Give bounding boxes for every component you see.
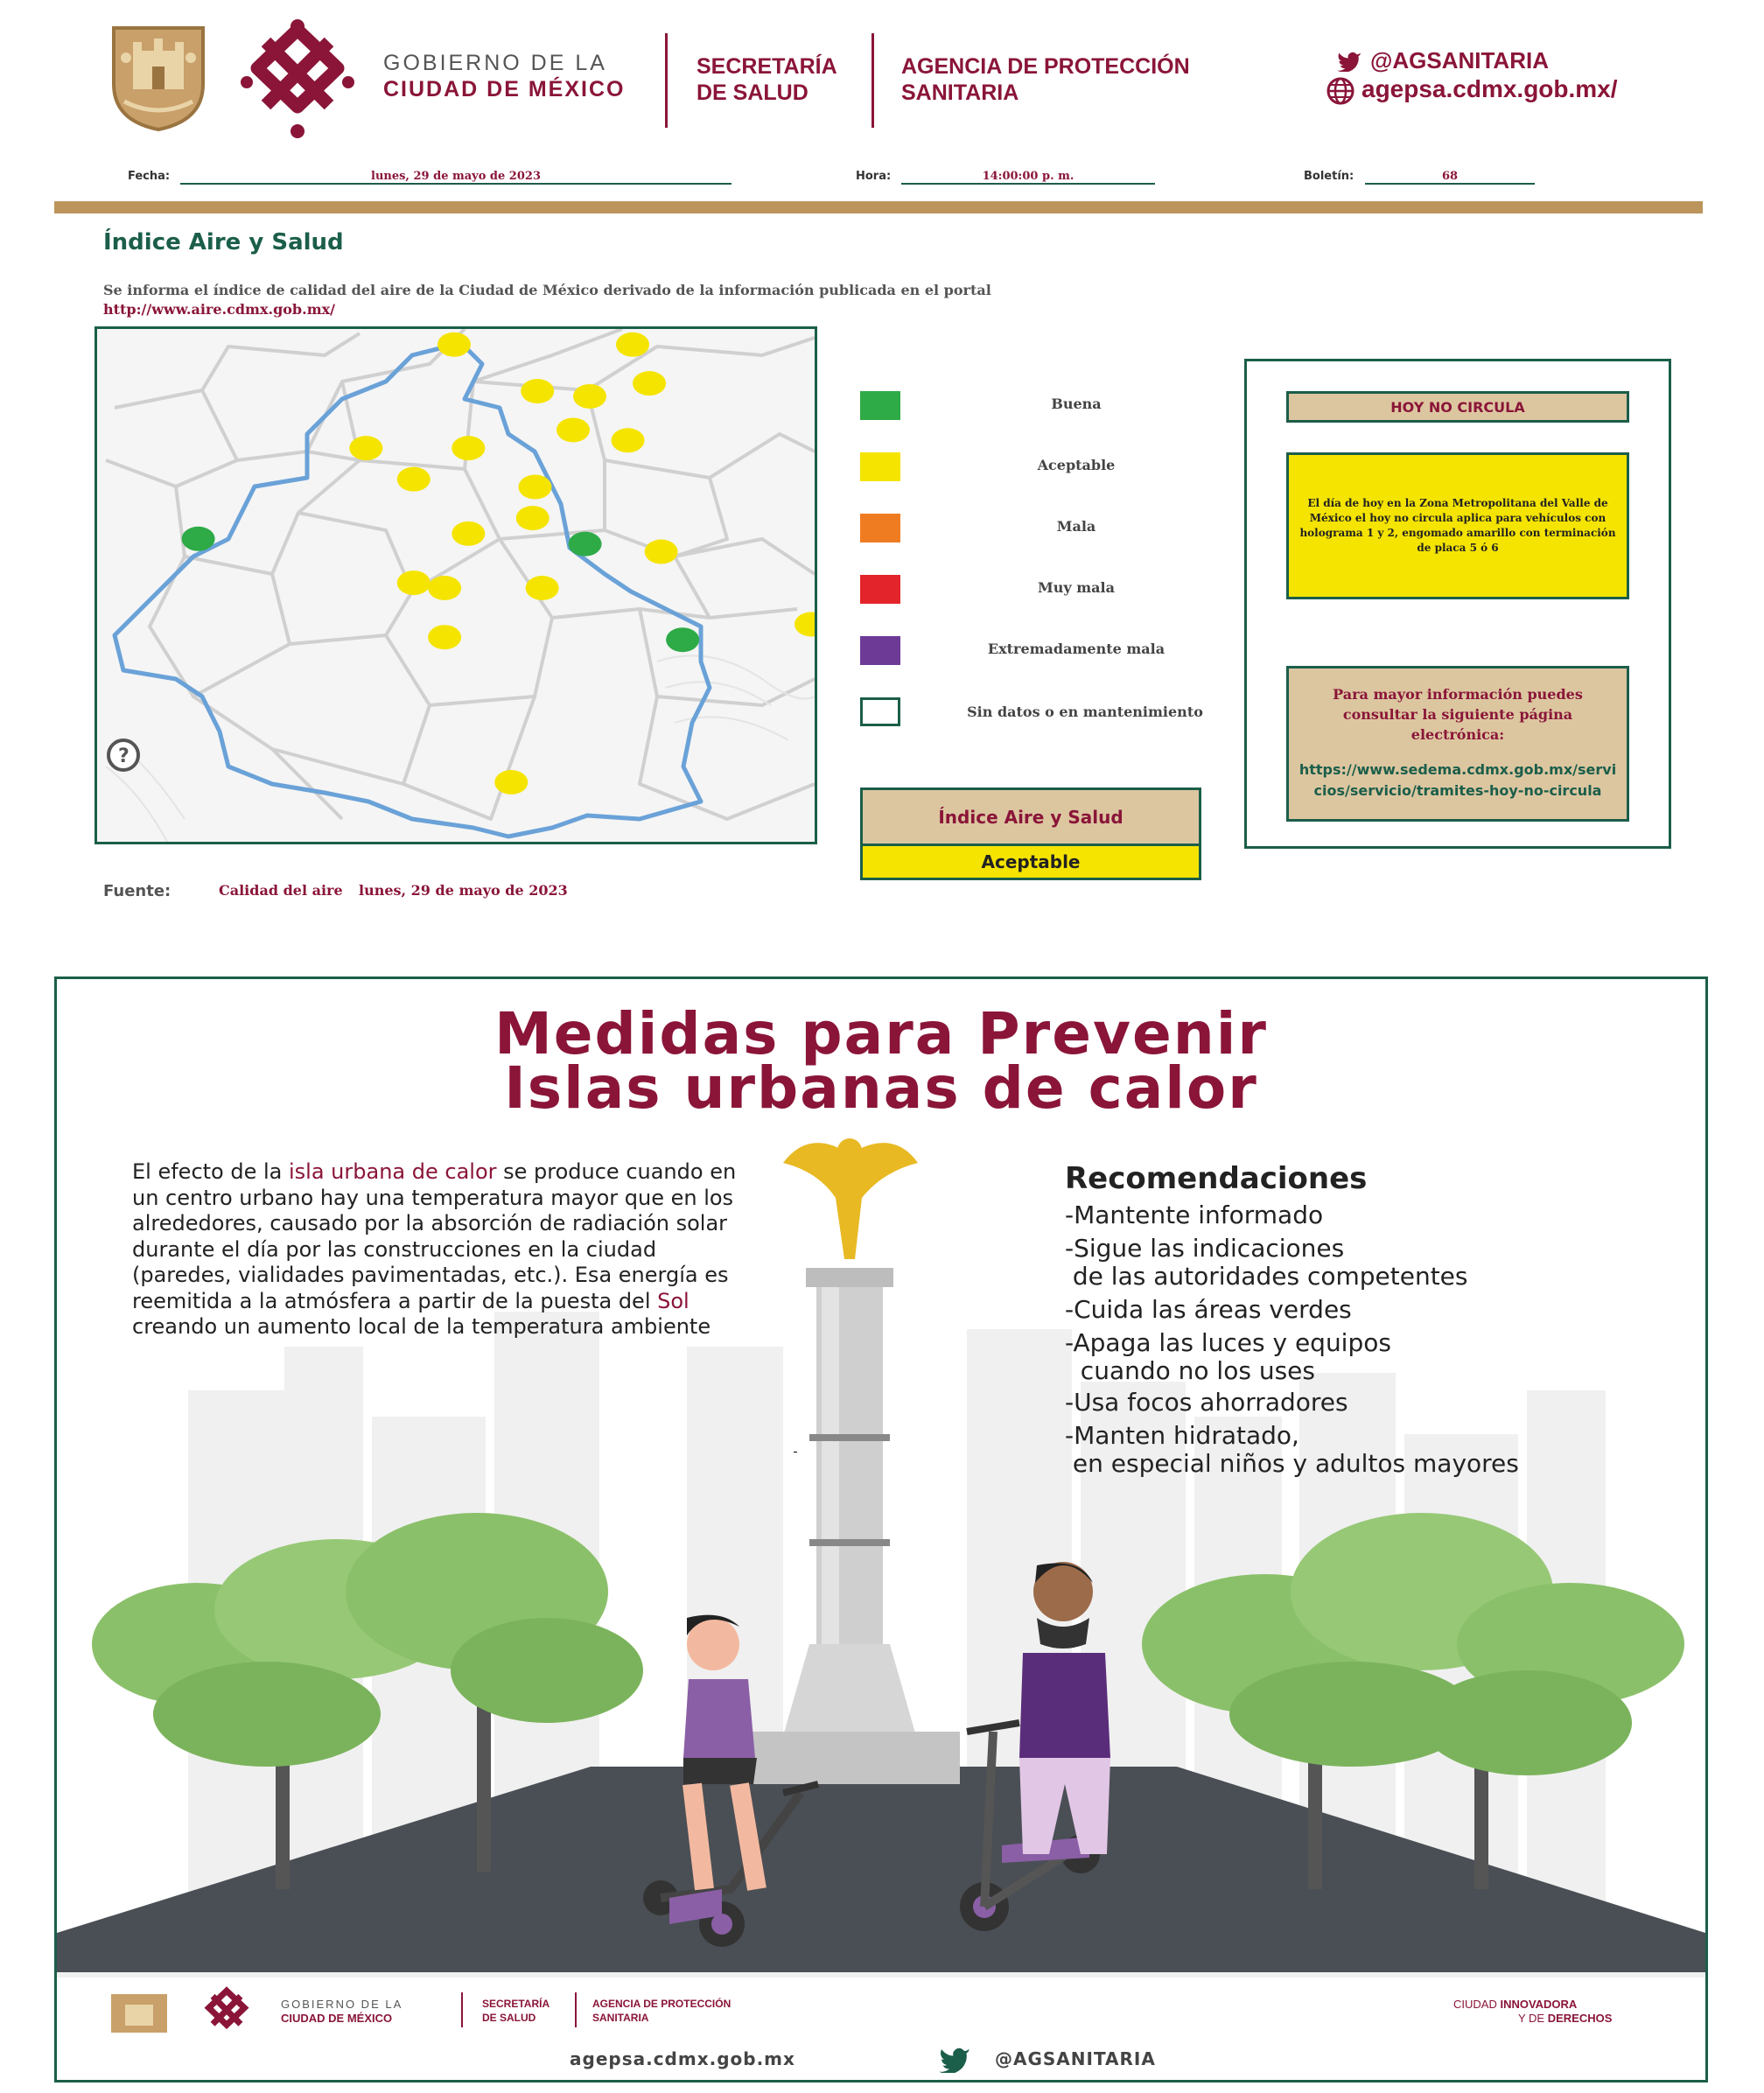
footer-web[interactable]: agepsa.cdmx.gob.mx bbox=[570, 2048, 795, 2069]
footer-gov2: CIUDAD DE MÉXICO bbox=[281, 2012, 393, 2025]
poster-title-line1: Medidas para Prevenir bbox=[494, 1000, 1268, 1068]
footer-coat-of-arms-icon bbox=[108, 1991, 171, 2036]
footer-twitter[interactable]: @AGSANITARIA bbox=[995, 2048, 1156, 2069]
header-website[interactable]: agepsa.cdmx.gob.mx/ bbox=[1362, 75, 1618, 102]
footer-divider bbox=[461, 1992, 463, 2027]
rec-title: Recomendaciones bbox=[1065, 1161, 1368, 1196]
poster-illustration bbox=[57, 979, 1705, 2080]
rec-item: -Mantente informado bbox=[1065, 1200, 1324, 1229]
footer-slogan-b2: DERECHOS bbox=[1547, 2012, 1613, 2025]
station-marker[interactable] bbox=[397, 570, 430, 595]
rec-item: -Sigue las indicaciones de las autoridades competentes bbox=[1065, 1234, 1468, 1291]
twitter-icon bbox=[1337, 51, 1362, 72]
station-marker[interactable] bbox=[428, 625, 461, 649]
footer-slogan-mid: Y DE bbox=[1518, 2012, 1548, 2025]
poster-body-highlight: isla urbana de calor bbox=[289, 1159, 497, 1184]
station-marker[interactable] bbox=[526, 576, 559, 600]
gov-line1: GOBIERNO DE LA bbox=[383, 51, 607, 75]
footer-divider bbox=[575, 1992, 577, 2027]
station-marker[interactable] bbox=[616, 332, 649, 357]
station-marker[interactable] bbox=[521, 379, 554, 403]
station-marker[interactable] bbox=[518, 475, 551, 500]
fecha-value: lunes, 29 de mayo de 2023 bbox=[180, 170, 732, 185]
footer-slogan-pre: CIUDAD bbox=[1453, 1998, 1501, 2011]
hnc-info-link[interactable]: https://www.sedema.cdmx.gob.mx/servicios/servicio/tramites-hoy-no-circula bbox=[1298, 761, 1617, 799]
legend-label-aceptable: Aceptable bbox=[1037, 457, 1116, 473]
air-quality-map[interactable] bbox=[94, 326, 817, 844]
boletin-label: Boletín: bbox=[1304, 170, 1354, 183]
legend-swatch-mala bbox=[860, 514, 900, 542]
section-title: Índice Aire y Salud bbox=[103, 229, 344, 256]
gold-divider bbox=[54, 201, 1703, 214]
agency-line2: SANITARIA bbox=[901, 80, 1019, 105]
agency-line1: AGENCIA DE PROTECCIÓN bbox=[901, 54, 1190, 79]
footer-slogan2 bbox=[1518, 2012, 1612, 2025]
map-help-symbol: ? bbox=[118, 746, 130, 767]
footer-slogan-b1: INNOVADORA bbox=[1500, 1998, 1578, 2011]
sec-line1: SECRETARÍA bbox=[696, 54, 837, 79]
legend-swatch-muy-mala bbox=[860, 575, 900, 604]
station-marker[interactable] bbox=[645, 540, 678, 564]
rec-item: -Apaga las luces y equipos cuando no los uses bbox=[1065, 1328, 1391, 1385]
legend-label-mala: Mala bbox=[1056, 518, 1096, 535]
poster-body-highlight2: Sol bbox=[657, 1288, 690, 1313]
footer-sec2: DE SALUD bbox=[482, 2012, 536, 2024]
footer-cdmx-emblem-icon bbox=[199, 1985, 255, 2040]
poster-title-line2: Islas urbanas de calor bbox=[504, 1054, 1258, 1122]
fuente-label: Fuente: bbox=[103, 882, 172, 900]
station-marker[interactable] bbox=[556, 417, 590, 442]
poster-body bbox=[132, 1159, 762, 1340]
hora-value: 14:00:00 p. m. bbox=[901, 170, 1155, 185]
station-marker[interactable] bbox=[349, 436, 382, 460]
poster-body-mid: se produce cuando en un centro urbano hay una temperatura mayor que en los alrededores, causado por la absorción de radiación solar durante el día por las construcciones en la ciudad (paredes, vialidades pavimentadas, etc.). Esa energía es reemitida a la atmósfera a partir de la puesta del bbox=[132, 1159, 737, 1313]
index-box-value: Aceptable bbox=[863, 846, 1199, 878]
station-marker[interactable] bbox=[516, 506, 550, 530]
footer-ag2: SANITARIA bbox=[592, 2012, 649, 2024]
rec-item: -Usa focos ahorradores bbox=[1065, 1388, 1348, 1417]
station-marker[interactable] bbox=[397, 467, 430, 492]
legend-swatch-extremadamente-mala bbox=[860, 636, 900, 665]
boletin-value: 68 bbox=[1365, 170, 1535, 185]
cdmx-coat-of-arms-icon bbox=[107, 23, 210, 133]
station-marker[interactable] bbox=[666, 627, 699, 652]
footer-twitter-icon bbox=[935, 2047, 974, 2073]
station-marker[interactable] bbox=[569, 532, 602, 556]
hoy-no-circula-panel bbox=[1244, 359, 1671, 849]
legend-label-muy-mala: Muy mala bbox=[1038, 579, 1115, 596]
fuente-source[interactable]: Calidad del aire bbox=[219, 882, 343, 899]
hora-label: Hora: bbox=[856, 170, 892, 183]
index-box-title: Índice Aire y Salud bbox=[863, 790, 1199, 846]
rec-item: -Cuida las áreas verdes bbox=[1065, 1295, 1352, 1324]
legend-swatch-aceptable bbox=[860, 452, 900, 481]
rec-item: -Manten hidratado, en especial niños y adultos mayores bbox=[1065, 1421, 1519, 1478]
globe-icon bbox=[1326, 77, 1354, 105]
footer-sec1: SECRETARÍA bbox=[482, 1998, 550, 2010]
legend-label-buena: Buena bbox=[1051, 396, 1102, 412]
portal-link[interactable]: http://www.aire.cdmx.gob.mx/ bbox=[103, 301, 335, 318]
index-box bbox=[860, 788, 1201, 880]
station-marker[interactable] bbox=[452, 436, 485, 460]
station-marker[interactable] bbox=[494, 770, 528, 794]
sec-line2: DE SALUD bbox=[696, 80, 808, 105]
poster-body-post: creando un aumento local de la temperatura ambiente bbox=[132, 1314, 711, 1339]
poster-body-pre: El efecto de la bbox=[132, 1159, 289, 1184]
hnc-title: HOY NO CIRCULA bbox=[1286, 391, 1629, 423]
heat-island-poster bbox=[54, 976, 1708, 2082]
section-intro: Se informa el índice de calidad del aire de la Ciudad de México derivado de la información publicada en el portal bbox=[103, 282, 991, 298]
footer-gov1: GOBIERNO DE LA bbox=[281, 1998, 403, 2011]
station-marker[interactable] bbox=[633, 371, 666, 396]
hnc-info-box bbox=[1286, 666, 1629, 822]
station-marker[interactable] bbox=[438, 332, 471, 357]
fuente-date: lunes, 29 de mayo de 2023 bbox=[359, 882, 568, 899]
legend-label-sin-datos: Sin datos o en mantenimiento bbox=[967, 704, 1203, 720]
station-marker[interactable] bbox=[573, 384, 606, 409]
legend-label-extremadamente-mala: Extremadamente mala bbox=[987, 640, 1166, 657]
map-canvas bbox=[97, 329, 815, 842]
hnc-notice: El día de hoy en la Zona Metropolitana del Valle de México el hoy no circula aplica para vehículos con holograma 1 y 2, engomado amarillo con terminación de placa 5 ó 6 bbox=[1286, 452, 1629, 599]
cdmx-emblem-icon bbox=[240, 18, 355, 140]
header-divider bbox=[665, 33, 668, 128]
footer-slogan bbox=[1453, 1998, 1577, 2011]
legend-swatch-sin-datos bbox=[860, 697, 900, 726]
header-divider bbox=[872, 33, 874, 128]
station-marker[interactable] bbox=[452, 522, 485, 546]
legend-swatch-buena bbox=[860, 391, 900, 420]
header-twitter[interactable]: @AGSANITARIA bbox=[1370, 47, 1549, 74]
gov-line2: CIUDAD DE MÉXICO bbox=[383, 77, 626, 102]
station-marker[interactable] bbox=[428, 576, 461, 600]
station-marker[interactable] bbox=[182, 527, 215, 551]
hnc-info-text: Para mayor información puedes consultar la siguiente página electrónica: bbox=[1333, 686, 1583, 743]
footer-ag1: AGENCIA DE PROTECCIÓN bbox=[592, 1998, 732, 2010]
fecha-label: Fecha: bbox=[128, 170, 171, 183]
station-marker[interactable] bbox=[612, 428, 645, 452]
